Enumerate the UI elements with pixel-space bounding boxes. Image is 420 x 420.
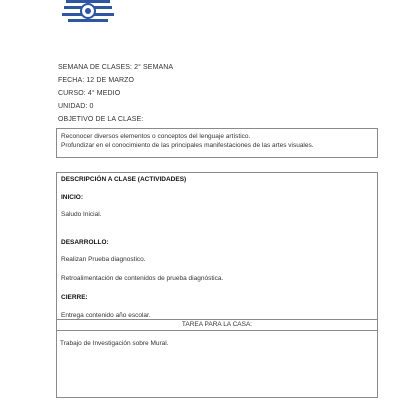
- curso: CURSO: 4° MEDIO: [58, 90, 121, 97]
- semana-clases: SEMANA DE CLASES: 2° SEMANA: [58, 64, 174, 71]
- tarea-text: Trabajo de Investigación sobre Mural.: [60, 340, 169, 347]
- objetivo-box: [56, 128, 378, 158]
- tarea-title: TAREA PARA LA CASA:: [181, 321, 253, 328]
- school-logo: [62, 0, 114, 26]
- unidad: UNIDAD: 0: [58, 103, 94, 110]
- desarrollo-label: DESARROLLO:: [61, 239, 109, 246]
- desarrollo-text-2: Retroalimentación de contenidos de prueba diagnóstica.: [61, 275, 224, 282]
- objetivo-label: OBJETIVO DE LA CLASE:: [58, 116, 144, 123]
- fecha: FECHA: 12 DE MARZO: [58, 77, 135, 84]
- tarea-divider-top: [56, 319, 378, 320]
- cierre-label: CIERRE:: [61, 294, 88, 301]
- inicio-text: Saludo Inicial.: [61, 211, 102, 218]
- objetivo-line-2: Profundizar en el conocimiento de las principales manifestaciones de las artes visuales.: [61, 142, 314, 149]
- tarea-divider-bottom: [56, 330, 378, 331]
- cierre-text: Entrega contenido año escolar.: [61, 312, 151, 319]
- actividades-title: DESCRIPCIÓN A CLASE (ACTIVIDADES): [61, 176, 187, 183]
- desarrollo-text-1: Realizan Prueba diagnostico.: [61, 256, 146, 263]
- inicio-label: INICIO:: [61, 194, 84, 201]
- objetivo-line-1: Reconocer diversos elementos o conceptos del lenguaje artístico.: [61, 133, 251, 140]
- actividades-box: [56, 172, 378, 398]
